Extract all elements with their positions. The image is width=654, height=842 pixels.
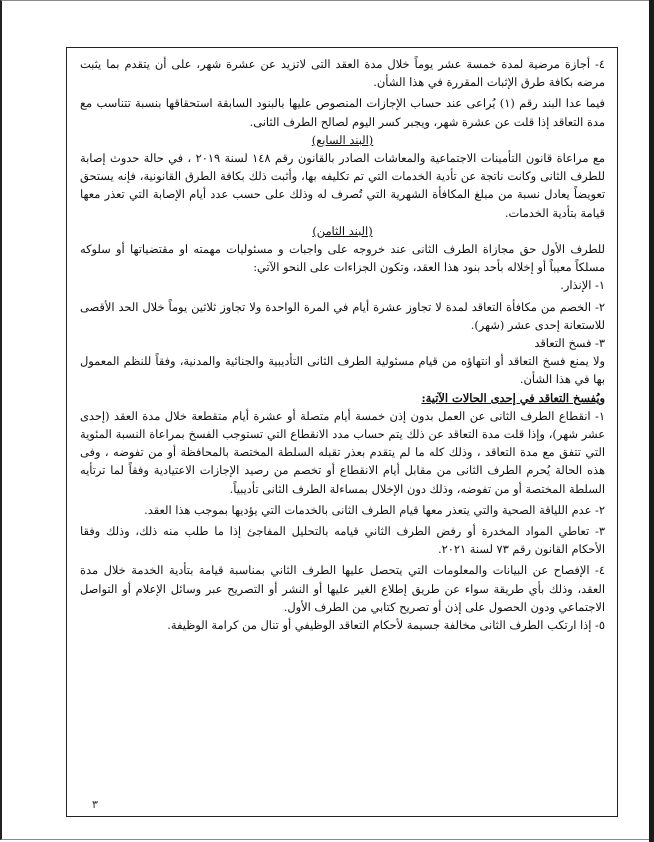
subheading-termination-cases: ويُفسخ التعاقد في إحدى الحالات الآتية: <box>421 390 605 405</box>
case-drugs: ٣- تعاطي المواد المخدرة أو رفض الطرف الثاني قيامه بالتحليل المفاجئ إذا ما طلب منه ذلك، وذلك وفقا الأحكام القانون رقم ٧٣ لسنة ٢٠٢١. <box>80 524 605 557</box>
penalty-termination: ٣- فسخ التعاقد <box>534 336 605 351</box>
paragraph-liability: ولا يمنع فسخ التعاقد أو انتهاؤه من قيام مسئولية الطرف الثانى التأديبية والجنائية والمدنية، وفقاً للنظم المعمول بها في هذا الشأن. <box>80 354 605 387</box>
paragraph-clause-eight: للطرف الأول حق مجازاة الطرف الثانى عند خروجه على واجبات و مسئوليات مهمته او مقتضياتها أو سلوكه مسلكاً معيباً أو إخلاله بأحد بنود هذا العقد، وتكون الجزاءات على النحو الآتي: <box>80 242 605 275</box>
penalty-warning: ١- الإنذار. <box>560 278 605 293</box>
paragraph-leave-sick: ٤- أجازة مرضية لمدة خمسة عشر يوماً خلال مدة العقد التى لاتزيد عن عشرة شهر، على أن يتقدم بما يثبت مرضه بكافة طرق الإثبات المقررة في هذا الشأن. <box>80 57 605 90</box>
case-violation: ٥- إذا ارتكب الطرف الثانى مخالفة جسيمة لأحكام التعاقد الوظيفي أو تنال من كرامة الوظيفة. <box>167 618 605 633</box>
document-body <box>80 55 605 634</box>
paragraph-clause-seven: مع مراعاة قانون التأمينات الاجتماعية والمعاشات الصادر بالقانون رقم ١٤٨ لسنة ٢٠١٩ ، في حالة حدوث إصابة للطرف الثانى وكانت ناتجة عن تأدية الخدمات التي تم تكليفه بها، وأثبت ذلك بكافة الطرق القانونية، فإنه يستحق تعويضاً يعادل نسبة من مبلغ المكافأة الشهرية التي تُصرف له وذلك على حسب عدد أيام الإصابة التي تعذر معها قيامة بتأدية الخدمات. <box>80 151 605 220</box>
case-health: ٢- عدم اللياقة الصحية والتي يتعذر معها قيام الطرف الثانى بالخدمات التي يؤديها بموجب هذا العقد. <box>144 502 605 517</box>
paragraph-leave-proportion: فيما عدا البند رقم (١) يُراعى عند حساب الإجازات المنصوص عليها بالبنود السابقة استحقاقها بنسبة تتناسب مع مدة التعاقد إذا قلت عن عشرة شهر، ويجبر كسر اليوم لصالح الطرف الثانى. <box>80 96 606 129</box>
case-disclosure: ٤- الإفصاح عن البيانات والمعلومات التي يتحصل عليها الطرف الثاني بمناسبة قيامة بتأدية الخدمة خلال مدة العقد، وذلك بأي طريقة سواء عن طريق إطلاع الغير عليها أو النشر أو التصريح عبر وسائل الإعلام أو التواصل الاجتماعي ودون الحصول على إذن أو تصريح كتابي من الطرف الأول. <box>80 563 605 614</box>
heading-clause-seven: (البند السابع) <box>311 132 374 147</box>
case-absence: ١- انقطاع الطرف الثانى عن العمل بدون إذن خمسة أيام متصلة أو عشرة أيام متقطعة خلال مدة العقد (إحدى عشر شهر)، وإذا قلت مدة التعاقد عن ذلك يتم حساب مدد الانقطاع التي تستوجب الفسخ بمراعاة النسبة المئوية التي تتفق مع مدة التعاقد ، وذلك كله ما لم يتقدم بعذر تقبله السلطة المختصة بالمحافظة أو من تفوضه ، وفى هذه الحالة يُحرم الطرف الثانى من مقابل أيام الانقطاع أو تخصم من رصيد الإجازات الاعتيادية وفقاً لما ترتأيه السلطة المختصة أو من تفوضه، وذلك دون الإخلال بمساءلة الطرف الثانى تأديبياً. <box>80 408 605 496</box>
scan-edge <box>649 0 654 842</box>
heading-clause-eight: (البند الثامن) <box>312 223 373 238</box>
page-number: ٣ <box>92 798 98 811</box>
penalty-deduction: ٢- الخصم من مكافأة التعاقد لمدة لا تجاوز عشرة أيام في المرة الواحدة ولا تجاوز ثلاثين يوماً خلال الحد الأقصى للاستعانة إحدى عشر (شهر). <box>80 299 605 332</box>
